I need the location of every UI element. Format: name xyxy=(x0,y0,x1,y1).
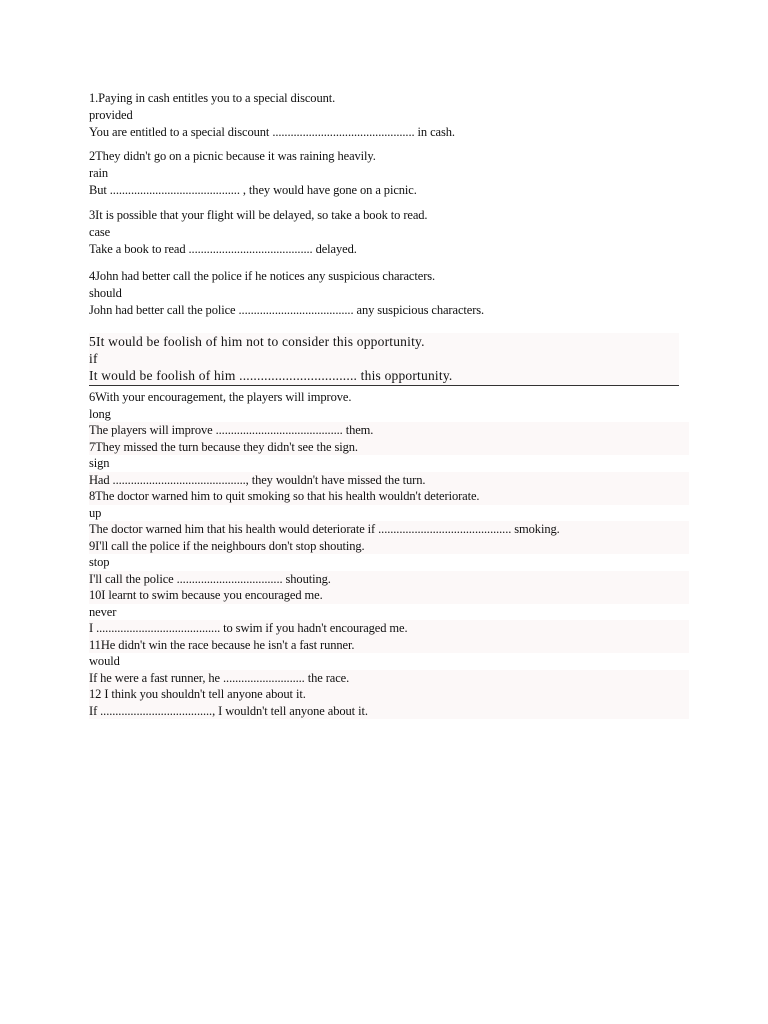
exercise-keyword: should xyxy=(89,286,122,300)
exercise-rewrite: I ......................................... to swim if you hadn't encouraged me. xyxy=(89,620,689,637)
exercise-11 xyxy=(89,637,689,687)
exercise-keyword: case xyxy=(89,225,111,239)
exercise-sentence: 8The doctor warned him to quit smoking so that his health wouldn't deteriorate. xyxy=(89,488,689,505)
exercise-10 xyxy=(89,587,689,637)
exercise-sentence: 10I learnt to swim because you encouraged me. xyxy=(89,587,689,604)
exercise-rewrite: Had ............................................, they wouldn't have missed the turn. xyxy=(89,472,689,489)
exercise-sentence: 9I'll call the police if the neighbours don't stop shouting. xyxy=(89,538,689,555)
exercise-keyword: long xyxy=(89,406,111,421)
exercise-keyword: up xyxy=(89,505,102,520)
exercise-sentence: 2They didn't go on a picnic because it was raining heavily. xyxy=(89,149,376,163)
exercise-keyword: sign xyxy=(89,456,110,470)
exercise-7 xyxy=(89,439,689,489)
exercise-rewrite: It would be foolish of him ................................. this opportunity. xyxy=(89,368,453,383)
exercise-sentence: 12 I think you shouldn't tell anyone about it. xyxy=(89,686,689,703)
exercise-sentence: 11He didn't win the race because he isn't a fast runner. xyxy=(89,637,689,654)
exercise-rewrite: The doctor warned him that his health would deteriorate if ............................................ smoking. xyxy=(89,521,689,538)
exercise-rewrite: If he were a fast runner, he ........................... the race. xyxy=(89,670,689,687)
worksheet xyxy=(89,90,689,719)
exercise-keyword: if xyxy=(89,351,98,366)
exercise-list-compact xyxy=(89,389,689,719)
exercise-sentence: 3It is possible that your flight will be delayed, so take a book to read. xyxy=(89,208,428,222)
exercise-3 xyxy=(89,207,689,258)
exercise-rewrite: Take a book to read ......................................... delayed. xyxy=(89,242,357,256)
exercise-sentence: 1.Paying in cash entitles you to a special discount. xyxy=(89,91,336,105)
exercise-sentence: 5It would be foolish of him not to consider this opportunity. xyxy=(89,334,425,349)
exercise-rewrite: But ........................................... , they would have gone on a picnic. xyxy=(89,183,417,197)
exercise-keyword: rain xyxy=(89,166,109,180)
exercise-8 xyxy=(89,488,689,538)
exercise-9 xyxy=(89,538,689,588)
exercise-12 xyxy=(89,686,689,719)
exercise-5 xyxy=(89,333,679,386)
exercise-keyword: would xyxy=(89,654,120,668)
exercise-rewrite: I'll call the police ................................... shouting. xyxy=(89,571,689,588)
exercise-rewrite: If ....................................., I wouldn't tell anyone about it. xyxy=(89,703,689,720)
exercise-keyword: provided xyxy=(89,108,133,122)
exercise-1 xyxy=(89,90,689,141)
exercise-4 xyxy=(89,268,689,319)
exercise-sentence: 7They missed the turn because they didn't see the sign. xyxy=(89,439,689,456)
exercise-6 xyxy=(89,389,689,439)
exercise-rewrite: John had better call the police ...................................... any suspicious characters. xyxy=(89,303,485,317)
exercise-keyword: never xyxy=(89,604,117,619)
exercise-keyword: stop xyxy=(89,555,110,569)
exercise-sentence: 6With your encouragement, the players will improve. xyxy=(89,390,352,404)
exercise-rewrite: You are entitled to a special discount ............................................... in cash. xyxy=(89,125,455,139)
exercise-2 xyxy=(89,148,689,199)
exercise-rewrite: The players will improve .......................................... them. xyxy=(89,422,689,439)
exercise-sentence: 4John had better call the police if he notices any suspicious characters. xyxy=(89,269,436,283)
